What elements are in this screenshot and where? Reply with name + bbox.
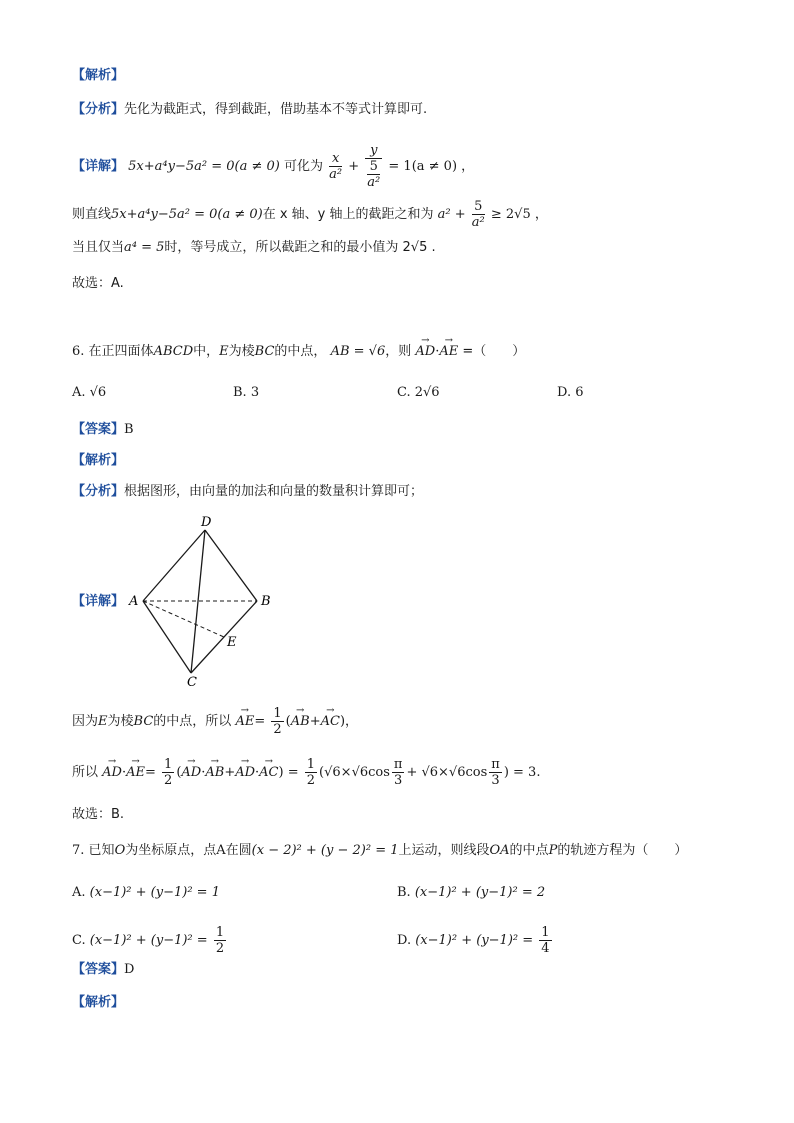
q7-option-d: D. (x−1)² + (y−1)² = $\frac{1}{4}$ [397, 925, 550, 956]
vec-ad: → AD [415, 342, 435, 362]
jiexi-label-q6: 【解析】 [72, 453, 125, 468]
vertex-d: D [201, 515, 212, 530]
q6-choose: 故选：B. [72, 807, 125, 822]
vertex-c: C [187, 675, 197, 688]
fenxi-label: 【分析】 [72, 102, 125, 117]
vertex-b: B [261, 594, 271, 609]
q6-line1: 因为E为棱BC的中点，所以 → AE= $\frac{1}{2}$ (→ AB+→ AC)， [72, 706, 358, 737]
q5-frac-y: $\frac{y}{\frac{5}{\text{a²}}}$ [367, 143, 381, 190]
q6-detail-label: 【详解】 [72, 594, 125, 609]
q6-option-b: B. 3 [233, 385, 260, 400]
q5-choose: 故选：A. [72, 276, 124, 291]
q6-option-c: C. 2√6 [397, 385, 440, 400]
q5-fenxi-text: 先化为截距式，得到截距，借助基本不等式计算即可. [124, 102, 428, 117]
q6-option-a: A. √6 [72, 385, 107, 400]
q6-line2: 所以 → AD·→ AE= $\frac{1}{2}$ (→ AD·→ AB+→ AD·→ AC) = $\frac{1}{2}$ (√6×√6cos $\frac{\pi}{3}$ + √6×√6cos $\frac{\pi}{3}$ ) = 3. [72, 757, 540, 788]
edge-da [143, 530, 205, 601]
q5-line2: 则直线5x+a⁴y−5a² = 0(a ≠ 0)在 x 轴、y 轴上的截距之和为 a² + $\frac{5}{\text{a²}}$ ≥ 2√5 ， [72, 199, 548, 230]
vertex-a: A [129, 594, 139, 609]
q5-detail-eq: 5x+a⁴y−5a² = 0(a ≠ 0) [128, 159, 280, 174]
q5-fenxi [72, 100, 427, 120]
edge-ac [143, 601, 191, 673]
vec-ae: → AE [439, 342, 458, 362]
q5-frac-x: $\frac{x}{\text{a²}}$ [329, 151, 343, 182]
q6-fenxi: 【分析】根据图形，由向量的加法和向量的数量积计算即可； [72, 484, 424, 499]
q7-answer: 【答案】D [72, 962, 135, 977]
jiexi-label-q5: 【解析】 [72, 68, 125, 83]
q7-option-b: B. (x−1)² + (y−1)² = 2 [397, 885, 546, 900]
edge-db [205, 530, 257, 601]
q5-line3: 当且仅当a⁴ = 5时，等号成立，所以截距之和的最小值为 2√5 . [72, 240, 436, 255]
q7-stem: 7. 已知O为坐标原点，点A在圆(x − 2)² + (y − 2)² = 1上运动，则线段OA的中点P的轨迹方程为（ ） [72, 843, 688, 858]
q7-option-a: A. (x−1)² + (y−1)² = 1 [72, 885, 220, 900]
jiexi-label-q7: 【解析】 [72, 995, 125, 1010]
q6-option-d: D. 6 [557, 385, 584, 400]
q7-option-c: C. (x−1)² + (y−1)² = $\frac{1}{2}$ [72, 925, 225, 956]
q6-answer: 【答案】B [72, 422, 134, 437]
q6-stem: 6. 在正四面体ABCD中，E为棱BC的中点， AB = √6，则 → AD·→ AE =（ ） [72, 342, 525, 362]
q5-detail: 【详解】 5x+a⁴y−5a² = 0(a ≠ 0) 可化为 $\frac{x}{\text{a²}}$ + $\frac{y}{\frac{5}{\text{a²}}}$ = 1(a ≠ 0) ， [72, 143, 475, 190]
q5-line2-frac: $\frac{5}{\text{a²}}$ [471, 199, 485, 230]
vertex-e: E [227, 635, 237, 650]
tetrahedron-figure [125, 513, 285, 688]
